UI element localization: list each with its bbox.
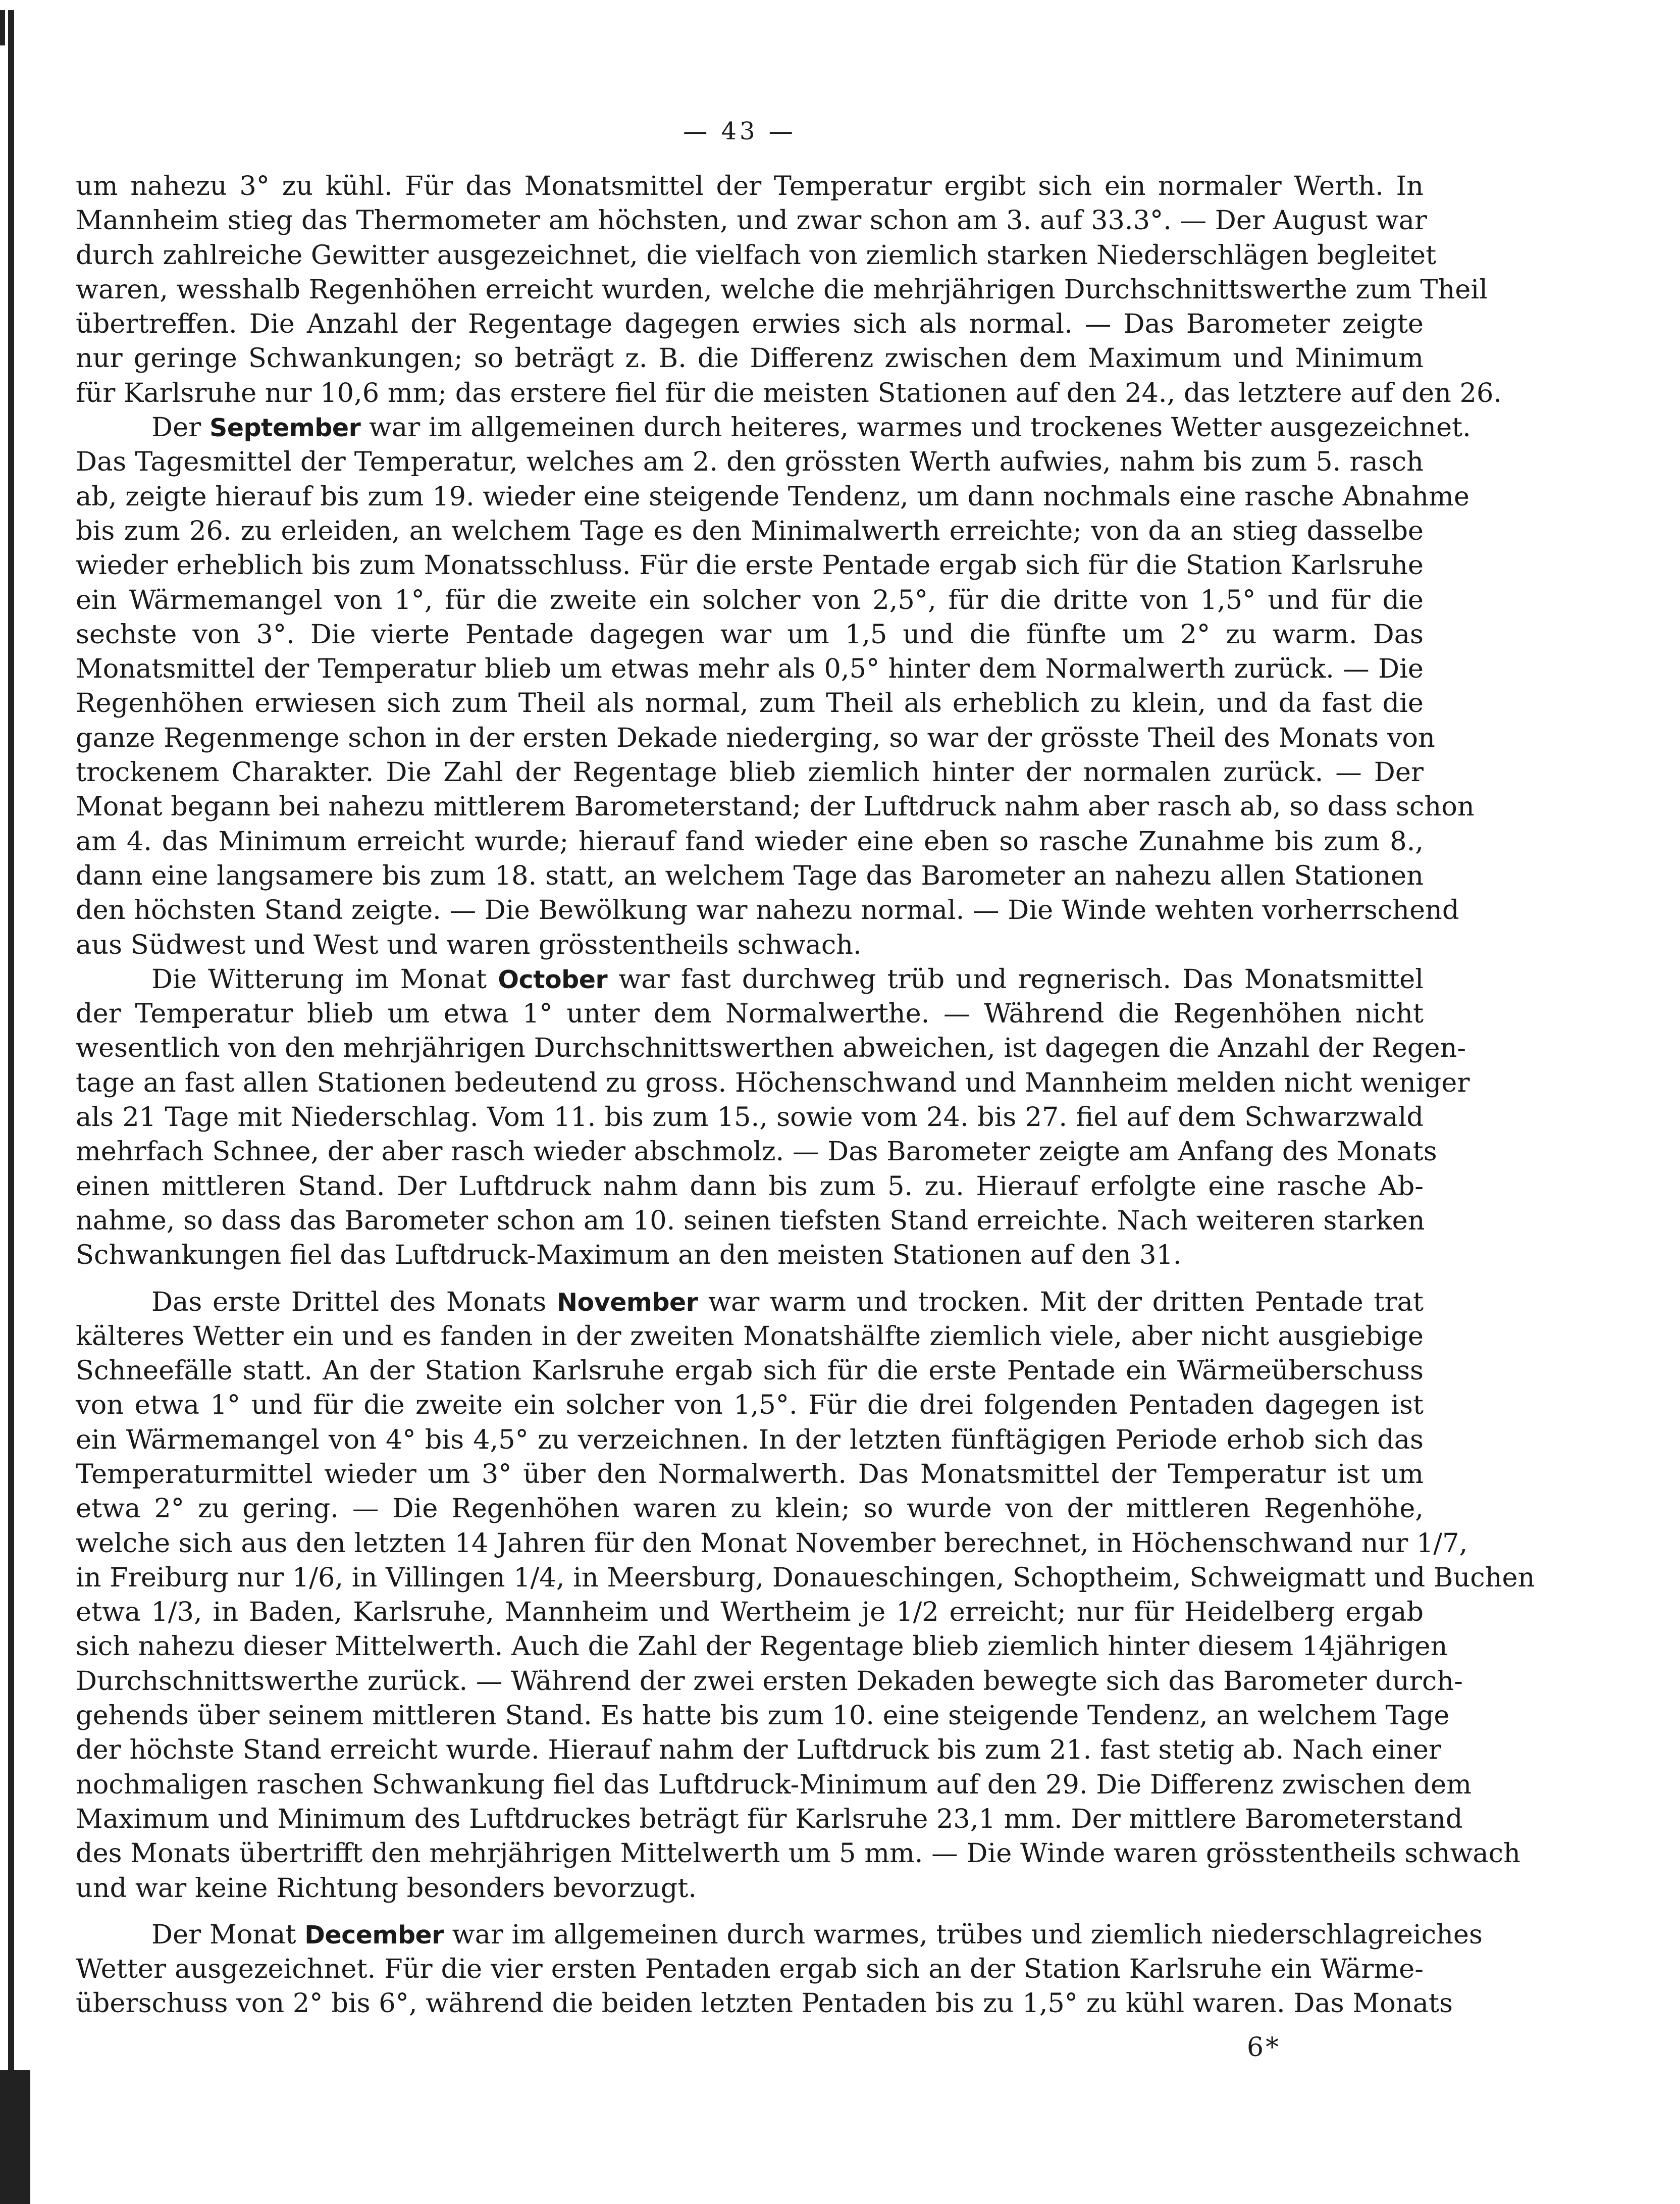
text-line: trockenem Charakter. Die Zahl der Regentage blieb ziemlich hinter der normalen zurück. — Der [76,757,1424,788]
line-text: war warm und trocken. Mit der dritten Pentade trat [698,1286,1424,1317]
text-line: ein Wärmemangel von 1°, für die zweite ein solcher von 2,5°, für die dritte von 1,5° und für die [76,584,1424,616]
text-line: Mannheim stieg das Thermometer am höchsten, und zwar schon am 3. auf 33.3°. — Der August war [76,205,1427,236]
paragraph-december [76,1918,1483,2021]
page-number: — 43 — [683,117,796,145]
text-line: bis zum 26. zu erleiden, an welchem Tage es den Minimalwerth erreichte; von da an stieg dasselbe [76,515,1424,546]
text-line: überschuss von 2° bis 6°, während die beiden letzten Pentaden bis zu 1,5° zu kühl waren. Das Monats [76,1988,1453,2019]
text-line: nochmaligen raschen Schwankung fiel das Luftdruck-Minimum auf den 29. Die Differenz zwischen dem [76,1769,1472,1800]
text-body [76,169,1535,2021]
text-line: Durchschnittswerthe zurück. — Während der zwei ersten Dekaden bewegte sich das Barometer durch- [76,1665,1463,1697]
scan-edge-blot [0,2070,30,2204]
scan-edge-mark [0,10,5,45]
paragraph-september [76,411,1475,962]
text-line: Maximum und Minimum des Luftdruckes beträgt für Karlsruhe 23,1 mm. Der mittlere Barometerstand [76,1803,1463,1834]
text-line: welche sich aus den letzten 14 Jahren für den Monat November berechnet, in Höchenschwand nur 1/7, [76,1527,1468,1559]
text-line: übertreffen. Die Anzahl der Regentage dagegen erwies sich als normal. — Das Barometer zeigte [76,309,1424,340]
text-line: dann eine langsamere bis zum 18. statt, an welchem Tage das Barometer an nahezu allen Stationen [76,860,1424,891]
text-line: aus Südwest und West und waren grösstentheils schwach. [76,929,862,960]
text-line: sechste von 3°. Die vierte Pentade dagegen war um 1,5 und die fünfte um 2° zu warm. Das [76,619,1424,650]
paragraph-august [76,169,1502,411]
text-line: Schwankungen fiel das Luftdruck-Maximum an den meisten Stationen auf den 31. [76,1240,1182,1271]
text-line: wesentlich von den mehrjährigen Durchschnittswerthen abweichen, ist dagegen die Anzahl der Regen- [76,1033,1466,1064]
line-text: Der [151,412,209,443]
text-line: um nahezu 3° zu kühl. Für das Monatsmittel der Temperatur ergibt sich ein normaler Werth. In [76,171,1424,201]
text-line: ab, zeigte hierauf bis zum 19. wieder eine steigende Tendenz, um dann nochmals eine rasche Abnahme [76,481,1469,512]
line-text: war im allgemeinen durch heiteres, warmes und trockenes Wetter ausgezeichnet. [360,412,1471,443]
month-heading: December [304,1920,444,1950]
text-line: in Freiburg nur 1/6, in Villingen 1/4, in Meersburg, Donaueschingen, Schoptheim, Schweigmatt und Buchen [76,1562,1535,1593]
text-line: der höchste Stand erreicht wurde. Hierauf nahm der Luftdruck bis zum 21. fast stetig ab. Nach einer [76,1734,1442,1766]
text-line: der Temperatur blieb um etwa 1° unter dem Normalwerthe. — Während die Regenhöhen nicht [76,998,1424,1030]
text-line: gehends über seinem mittleren Stand. Es hatte bis zum 10. eine steigende Tendenz, an welchem Tage [76,1700,1450,1731]
month-heading: September [209,414,361,443]
text-line: für Karlsruhe nur 10,6 mm; das erstere fiel für die meisten Stationen auf den 24., das letztere auf den 26. [76,377,1502,408]
text-line: als 21 Tage mit Niederschlag. Vom 11. bis zum 15., sowie vom 24. bis 27. fiel auf dem Schwarzwald [76,1102,1424,1133]
text-line: durch zahlreiche Gewitter ausgezeichnet, die vielfach von ziemlich starken Niederschlägen begleitet [76,239,1437,271]
text-line: von etwa 1° und für die zweite ein solcher von 1,5°. Für die drei folgenden Pentaden dagegen ist [76,1390,1424,1421]
text-line: etwa 2° zu gering. — Die Regenhöhen waren zu klein; so wurde von der mittleren Regenhöhe, [76,1493,1424,1524]
text-line: mehrfach Schnee, der aber rasch wieder abschmolz. — Das Barometer zeigte am Anfang des Monats [76,1136,1437,1167]
text-line: nur geringe Schwankungen; so beträgt z. B. die Differenz zwischen dem Maximum und Minimum [76,343,1424,374]
month-heading: October [498,965,608,994]
text-line: nahme, so dass das Barometer schon am 10. seinen tiefsten Stand erreichte. Nach weiteren starken [76,1205,1425,1236]
text-line: ganze Regenmenge schon in der ersten Dekade niederging, so war der grösste Theil des Monats von [76,722,1435,753]
text-line: Monatsmittel der Temperatur blieb um etwas mehr als 0,5° hinter dem Normalwerth zurück. — Die [76,653,1424,685]
text-line [76,1918,1483,1952]
text-line: tage an fast allen Stationen bedeutend zu gross. Höchenschwand und Mannheim melden nicht weniger [76,1067,1470,1098]
text-line: waren, wesshalb Regenhöhen erreicht wurden, welche die mehrjährigen Durchschnittswerthe zum Theil [76,274,1488,305]
text-line: Das Tagesmittel der Temperatur, welches am 2. den grössten Werth aufwies, nahm bis zum 5. rasch [76,446,1424,478]
signature-mark: 6* [1247,2032,1281,2063]
scan-edge-line [8,10,14,2196]
text-line: Wetter ausgezeichnet. Für die vier ersten Pentaden ergab sich an der Station Karlsruhe ein Wärme- [76,1954,1424,1985]
text-line: einen mittleren Stand. Der Luftdruck nahm dann bis zum 5. zu. Hierauf erfolgte eine rasche Ab- [76,1170,1424,1202]
text-line: am 4. das Minimum erreicht wurde; hierauf fand wieder eine eben so rasche Zunahme bis zum 8., [76,826,1424,857]
text-line: Temperaturmittel wieder um 3° über den Normalwerth. Das Monatsmittel der Temperatur ist um [76,1458,1424,1490]
month-heading: November [557,1288,698,1317]
text-line: Regenhöhen erwiesen sich zum Theil als normal, zum Theil als erheblich zu klein, und da fast die [76,688,1424,719]
line-text: Das erste Drittel des Monats [151,1286,557,1317]
text-line: wieder erheblich bis zum Monatsschluss. Für die erste Pentade ergab sich für die Station Karlsruhe [76,550,1424,581]
text-line: ein Wärmemangel von 4° bis 4,5° zu verzeichnen. In der letzten fünftägigen Periode erhob sich das [76,1424,1424,1455]
text-line [76,1285,1424,1319]
text-line: und war keine Richtung besonders bevorzugt. [76,1872,697,1904]
text-line [76,962,1424,997]
paragraph-gap [76,1906,1424,1918]
text-line: etwa 1/3, in Baden, Karlsruhe, Mannheim und Wertheim je 1/2 erreicht; nur für Heidelberg ergab [76,1597,1424,1628]
text-line: Schneefälle statt. An der Station Karlsruhe ergab sich für die erste Pentade ein Wärmeüberschuss [76,1355,1424,1387]
text-line: sich nahezu dieser Mittelwerth. Auch die Zahl der Regentage blieb ziemlich hinter diesem 14jährigen [76,1631,1448,1662]
paragraph-november [76,1285,1535,1906]
line-text: war im allgemeinen durch warmes, trübes und ziemlich niederschlagreiches [443,1919,1483,1950]
line-text: war fast durchweg trüb und regnerisch. Das Monatsmittel [607,963,1424,995]
text-line: Monat begann bei nahezu mittlerem Barometerstand; der Luftdruck nahm aber rasch ab, so dass schon [76,791,1475,823]
line-text: Der Monat [151,1919,305,1950]
line-text: Die Witterung im Monat [151,963,498,995]
text-line [76,411,1471,445]
paragraph-gap [76,1273,1424,1285]
paragraph-october [76,962,1470,1273]
text-line: den höchsten Stand zeigte. — Die Bewölkung war nahezu normal. — Die Winde wehten vorherrschend [76,895,1459,926]
text-line: des Monats übertrifft den mehrjährigen Mittelwerth um 5 mm. — Die Winde waren grösstentheils schwach [76,1838,1520,1869]
text-line: kälteres Wetter ein und es fanden in der zweiten Monatshälfte ziemlich viele, aber nicht ausgiebige [76,1320,1424,1352]
